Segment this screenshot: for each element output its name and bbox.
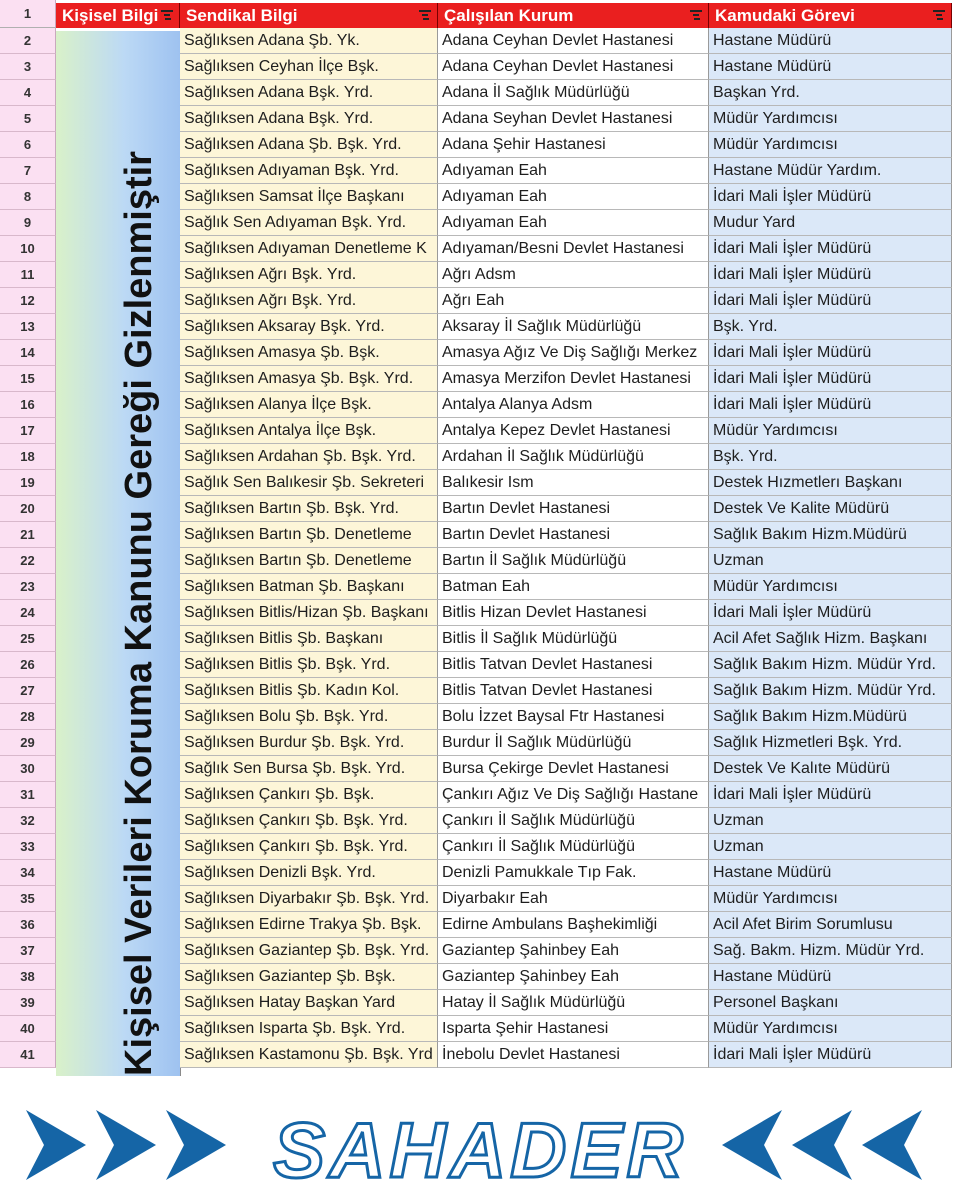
cell-sendikal-bilgi[interactable]: Sağlıksen Ağrı Bşk. Yrd.: [180, 262, 438, 288]
cell-sendikal-bilgi[interactable]: Sağlıksen Çankırı Şb. Bşk. Yrd.: [180, 808, 438, 834]
cell-kamudaki-gorevi[interactable]: İdari Mali İşler Müdürü: [709, 288, 952, 314]
cell-kamudaki-gorevi[interactable]: Hastane Müdürü: [709, 28, 952, 54]
cell-kamudaki-gorevi[interactable]: Müdür Yardımcısı: [709, 418, 952, 444]
cell-kamudaki-gorevi[interactable]: Sağlık Hizmetleri Bşk. Yrd.: [709, 730, 952, 756]
cell-calisilan-kurum[interactable]: Edirne Ambulans Başhekimliği: [438, 912, 709, 938]
row-number[interactable]: 30: [0, 756, 56, 782]
cell-calisilan-kurum[interactable]: Bartın Devlet Hastanesi: [438, 496, 709, 522]
row-number[interactable]: 3: [0, 54, 56, 80]
cell-kamudaki-gorevi[interactable]: Hastane Müdür Yardım.: [709, 158, 952, 184]
column-header-label: Çalışılan Kurum: [444, 6, 574, 25]
table-row: [0, 288, 960, 314]
table-row: [0, 704, 960, 730]
row-number[interactable]: 27: [0, 678, 56, 704]
cell-kamudaki-gorevi[interactable]: İdari Mali İşler Müdürü: [709, 600, 952, 626]
cell-sendikal-bilgi[interactable]: Sağlıksen Isparta Şb. Bşk. Yrd.: [180, 1016, 438, 1042]
cell-calisilan-kurum[interactable]: Isparta Şehir Hastanesi: [438, 1016, 709, 1042]
cell-kamudaki-gorevi[interactable]: Hastane Müdürü: [709, 54, 952, 80]
filter-icon[interactable]: [419, 10, 431, 20]
column-header-gorev[interactable]: [709, 3, 952, 28]
cell-calisilan-kurum[interactable]: Bartın İl Sağlık Müdürlüğü: [438, 548, 709, 574]
cell-calisilan-kurum[interactable]: Çankırı Ağız Ve Diş Sağlığı Hastane: [438, 782, 709, 808]
cell-calisilan-kurum[interactable]: Gaziantep Şahinbey Eah: [438, 964, 709, 990]
table-row: [0, 54, 960, 80]
cell-kamudaki-gorevi[interactable]: Mudur Yard: [709, 210, 952, 236]
privacy-note: Kişisel Verileri Koruma Kanunu Gereği Gizlenmiştir: [118, 151, 160, 1076]
cell-sendikal-bilgi[interactable]: Sağlıksen Adana Bşk. Yrd.: [180, 106, 438, 132]
row-number[interactable]: 37: [0, 938, 56, 964]
cell-calisilan-kurum[interactable]: Burdur İl Sağlık Müdürlüğü: [438, 730, 709, 756]
cell-kamudaki-gorevi[interactable]: İdari Mali İşler Müdürü: [709, 340, 952, 366]
table-row: [0, 548, 960, 574]
row-number[interactable]: 35: [0, 886, 56, 912]
row-number[interactable]: 9: [0, 210, 56, 236]
cell-calisilan-kurum[interactable]: Bartın Devlet Hastanesi: [438, 522, 709, 548]
row-number[interactable]: 6: [0, 132, 56, 158]
row-number[interactable]: 25: [0, 626, 56, 652]
cell-calisilan-kurum[interactable]: Amasya Ağız Ve Diş Sağlığı Merkez: [438, 340, 709, 366]
cell-calisilan-kurum[interactable]: Batman Eah: [438, 574, 709, 600]
header-row: [0, 0, 960, 28]
cell-calisilan-kurum[interactable]: Antalya Alanya Adsm: [438, 392, 709, 418]
cell-calisilan-kurum[interactable]: İnebolu Devlet Hastanesi: [438, 1042, 709, 1068]
table-row: [0, 834, 960, 860]
cell-sendikal-bilgi[interactable]: Sağlık Sen Balıkesir Şb. Sekreteri: [180, 470, 438, 496]
table-row: [0, 756, 960, 782]
cell-calisilan-kurum[interactable]: Ağrı Adsm: [438, 262, 709, 288]
table-row: [0, 184, 960, 210]
cell-sendikal-bilgi[interactable]: Sağlıksen Bartın Şb. Denetleme: [180, 522, 438, 548]
brand-logo-text: SAHADER: [273, 1106, 687, 1194]
cell-kamudaki-gorevi[interactable]: Acil Afet Sağlık Hizm. Başkanı: [709, 626, 952, 652]
cell-calisilan-kurum[interactable]: Çankırı İl Sağlık Müdürlüğü: [438, 808, 709, 834]
table-row: [0, 236, 960, 262]
cell-sendikal-bilgi[interactable]: Sağlıksen Denizli Bşk. Yrd.: [180, 860, 438, 886]
cell-kamudaki-gorevi[interactable]: Başkan Yrd.: [709, 80, 952, 106]
cell-calisilan-kurum[interactable]: Adıyaman/Besni Devlet Hastanesi: [438, 236, 709, 262]
cell-kamudaki-gorevi[interactable]: Destek Ve Kalıte Müdürü: [709, 756, 952, 782]
cell-sendikal-bilgi[interactable]: Sağlıksen Ardahan Şb. Bşk. Yrd.: [180, 444, 438, 470]
row-number[interactable]: 36: [0, 912, 56, 938]
cell-sendikal-bilgi[interactable]: Sağlıksen Bolu Şb. Bşk. Yrd.: [180, 704, 438, 730]
cell-kamudaki-gorevi[interactable]: Sağlık Bakım Hizm. Müdür Yrd.: [709, 678, 952, 704]
row-number[interactable]: 33: [0, 834, 56, 860]
cell-sendikal-bilgi[interactable]: Sağlıksen Bitlis Şb. Kadın Kol.: [180, 678, 438, 704]
row-number[interactable]: 12: [0, 288, 56, 314]
cell-sendikal-bilgi[interactable]: Sağlıksen Gaziantep Şb. Bşk.: [180, 964, 438, 990]
cell-sendikal-bilgi[interactable]: Sağlıksen Aksaray Bşk. Yrd.: [180, 314, 438, 340]
table-row: [0, 444, 960, 470]
table-row: [0, 366, 960, 392]
cell-sendikal-bilgi[interactable]: Sağlıksen Adana Bşk. Yrd.: [180, 80, 438, 106]
cell-sendikal-bilgi[interactable]: Sağlıksen Bartın Şb. Denetleme: [180, 548, 438, 574]
cell-calisilan-kurum[interactable]: Denizli Pamukkale Tıp Fak.: [438, 860, 709, 886]
table-row: [0, 314, 960, 340]
cell-calisilan-kurum[interactable]: Ağrı Eah: [438, 288, 709, 314]
row-number[interactable]: 28: [0, 704, 56, 730]
table-row: [0, 678, 960, 704]
table-row: [0, 990, 960, 1016]
cell-kamudaki-gorevi[interactable]: İdari Mali İşler Müdürü: [709, 1042, 952, 1068]
table-row: [0, 886, 960, 912]
row-number[interactable]: 39: [0, 990, 56, 1016]
cell-calisilan-kurum[interactable]: Diyarbakır Eah: [438, 886, 709, 912]
cell-kamudaki-gorevi[interactable]: Müdür Yardımcısı: [709, 132, 952, 158]
cell-sendikal-bilgi[interactable]: Sağlıksen Adıyaman Bşk. Yrd.: [180, 158, 438, 184]
cell-calisilan-kurum[interactable]: Bursa Çekirge Devlet Hastanesi: [438, 756, 709, 782]
cell-kamudaki-gorevi[interactable]: Hastane Müdürü: [709, 860, 952, 886]
cell-kamudaki-gorevi[interactable]: Destek Ve Kalite Müdürü: [709, 496, 952, 522]
chevron-right-icon: [26, 1110, 226, 1180]
row-number[interactable]: 41: [0, 1042, 56, 1068]
table-row: [0, 1016, 960, 1042]
cell-kamudaki-gorevi[interactable]: Sağlık Bakım Hizm.Müdürü: [709, 704, 952, 730]
cell-calisilan-kurum[interactable]: Adıyaman Eah: [438, 210, 709, 236]
cell-calisilan-kurum[interactable]: Çankırı İl Sağlık Müdürlüğü: [438, 834, 709, 860]
row-number[interactable]: 15: [0, 366, 56, 392]
cell-sendikal-bilgi[interactable]: Sağlıksen Adana Şb. Yk.: [180, 28, 438, 54]
row-number[interactable]: 19: [0, 470, 56, 496]
cell-kamudaki-gorevi[interactable]: İdari Mali İşler Müdürü: [709, 366, 952, 392]
column-header-label: Kişisel Bilgi: [62, 6, 159, 25]
table-row: [0, 808, 960, 834]
column-header-label: Kamudaki Görevi: [715, 6, 855, 25]
cell-kamudaki-gorevi[interactable]: İdari Mali İşler Müdürü: [709, 184, 952, 210]
row-number[interactable]: 23: [0, 574, 56, 600]
cell-sendikal-bilgi[interactable]: Sağlıksen Diyarbakır Şb. Bşk. Yrd.: [180, 886, 438, 912]
cell-kamudaki-gorevi[interactable]: Uzman: [709, 548, 952, 574]
column-header-label: Sendikal Bilgi: [186, 6, 298, 25]
cell-kamudaki-gorevi[interactable]: Destek Hızmetlerı Başkanı: [709, 470, 952, 496]
cell-sendikal-bilgi[interactable]: Sağlıksen Çankırı Şb. Bşk. Yrd.: [180, 834, 438, 860]
cell-calisilan-kurum[interactable]: Aksaray İl Sağlık Müdürlüğü: [438, 314, 709, 340]
cell-calisilan-kurum[interactable]: Adana Seyhan Devlet Hastanesi: [438, 106, 709, 132]
cell-kamudaki-gorevi[interactable]: İdari Mali İşler Müdürü: [709, 262, 952, 288]
cell-sendikal-bilgi[interactable]: Sağlıksen Burdur Şb. Bşk. Yrd.: [180, 730, 438, 756]
cell-kamudaki-gorevi[interactable]: Personel Başkanı: [709, 990, 952, 1016]
filter-icon[interactable]: [690, 10, 702, 20]
table-row: [0, 132, 960, 158]
cell-calisilan-kurum[interactable]: Bitlis İl Sağlık Müdürlüğü: [438, 626, 709, 652]
cell-calisilan-kurum[interactable]: Adana Şehir Hastanesi: [438, 132, 709, 158]
table-row: [0, 1042, 960, 1068]
cell-calisilan-kurum[interactable]: Bitlis Tatvan Devlet Hastanesi: [438, 678, 709, 704]
cell-sendikal-bilgi[interactable]: Sağlıksen Hatay Başkan Yard: [180, 990, 438, 1016]
cell-calisilan-kurum[interactable]: Adana Ceyhan Devlet Hastanesi: [438, 54, 709, 80]
cell-sendikal-bilgi[interactable]: Sağlık Sen Bursa Şb. Bşk. Yrd.: [180, 756, 438, 782]
table-row: [0, 392, 960, 418]
cell-calisilan-kurum[interactable]: Amasya Merzifon Devlet Hastanesi: [438, 366, 709, 392]
table-row: [0, 964, 960, 990]
row-number[interactable]: 17: [0, 418, 56, 444]
cell-calisilan-kurum[interactable]: Hatay İl Sağlık Müdürlüğü: [438, 990, 709, 1016]
cell-kamudaki-gorevi[interactable]: İdari Mali İşler Müdürü: [709, 782, 952, 808]
table-row: [0, 210, 960, 236]
cell-calisilan-kurum[interactable]: Balıkesir Ism: [438, 470, 709, 496]
row-number[interactable]: 8: [0, 184, 56, 210]
cell-kamudaki-gorevi[interactable]: Müdür Yardımcısı: [709, 1016, 952, 1042]
row-number[interactable]: 5: [0, 106, 56, 132]
table-row: [0, 418, 960, 444]
row-number[interactable]: 18: [0, 444, 56, 470]
table-row: [0, 340, 960, 366]
row-number[interactable]: 11: [0, 262, 56, 288]
row-number[interactable]: 38: [0, 964, 56, 990]
table-row: [0, 80, 960, 106]
row-number[interactable]: 21: [0, 522, 56, 548]
cell-calisilan-kurum[interactable]: Antalya Kepez Devlet Hastanesi: [438, 418, 709, 444]
cell-sendikal-bilgi[interactable]: Sağlıksen Amasya Şb. Bşk. Yrd.: [180, 366, 438, 392]
row-number[interactable]: 34: [0, 860, 56, 886]
cell-kamudaki-gorevi[interactable]: İdari Mali İşler Müdürü: [709, 392, 952, 418]
cell-kamudaki-gorevi[interactable]: İdari Mali İşler Müdürü: [709, 236, 952, 262]
table-row: [0, 782, 960, 808]
table-row: [0, 574, 960, 600]
cell-kamudaki-gorevi[interactable]: Bşk. Yrd.: [709, 444, 952, 470]
cell-calisilan-kurum[interactable]: Adıyaman Eah: [438, 184, 709, 210]
cell-sendikal-bilgi[interactable]: Sağlıksen Bitlis/Hizan Şb. Başkanı: [180, 600, 438, 626]
table-row: [0, 938, 960, 964]
cell-sendikal-bilgi[interactable]: Sağlıksen Adana Şb. Bşk. Yrd.: [180, 132, 438, 158]
table-row: [0, 28, 960, 54]
filter-icon[interactable]: [161, 10, 173, 20]
cell-kamudaki-gorevi[interactable]: Acil Afet Birim Sorumlusu: [709, 912, 952, 938]
table-row: [0, 626, 960, 652]
cell-sendikal-bilgi[interactable]: Sağlıksen Adıyaman Denetleme K: [180, 236, 438, 262]
cell-sendikal-bilgi[interactable]: Sağlıksen Bitlis Şb. Bşk. Yrd.: [180, 652, 438, 678]
cell-kamudaki-gorevi[interactable]: Sağlık Bakım Hizm. Müdür Yrd.: [709, 652, 952, 678]
cell-kamudaki-gorevi[interactable]: Sağlık Bakım Hizm.Müdürü: [709, 522, 952, 548]
row-number[interactable]: 1: [0, 0, 56, 28]
cell-sendikal-bilgi[interactable]: Sağlıksen Samsat İlçe Başkanı: [180, 184, 438, 210]
table-row: [0, 106, 960, 132]
cell-kamudaki-gorevi[interactable]: Hastane Müdürü: [709, 964, 952, 990]
cell-kamudaki-gorevi[interactable]: Uzman: [709, 834, 952, 860]
cell-kamudaki-gorevi[interactable]: Müdür Yardımcısı: [709, 886, 952, 912]
cell-calisilan-kurum[interactable]: Bolu İzzet Baysal Ftr Hastanesi: [438, 704, 709, 730]
cell-sendikal-bilgi[interactable]: Sağlıksen Edirne Trakya Şb. Bşk.: [180, 912, 438, 938]
table-row: [0, 496, 960, 522]
row-number[interactable]: 16: [0, 392, 56, 418]
row-number[interactable]: 20: [0, 496, 56, 522]
cell-sendikal-bilgi[interactable]: Sağlıksen Bartın Şb. Bşk. Yrd.: [180, 496, 438, 522]
cell-sendikal-bilgi[interactable]: Sağlıksen Kastamonu Şb. Bşk. Yrd: [180, 1042, 438, 1068]
table-row: [0, 652, 960, 678]
cell-sendikal-bilgi[interactable]: Sağlıksen Bitlis Şb. Başkanı: [180, 626, 438, 652]
column-header-kurum[interactable]: [438, 3, 709, 28]
cell-sendikal-bilgi[interactable]: Sağlıksen Ağrı Bşk. Yrd.: [180, 288, 438, 314]
table-row: [0, 860, 960, 886]
cell-calisilan-kurum[interactable]: Gaziantep Şahinbey Eah: [438, 938, 709, 964]
table-row: [0, 262, 960, 288]
cell-sendikal-bilgi[interactable]: Sağlıksen Batman Şb. Başkanı: [180, 574, 438, 600]
table-row: [0, 158, 960, 184]
row-number[interactable]: 7: [0, 158, 56, 184]
row-number[interactable]: 24: [0, 600, 56, 626]
row-number[interactable]: 26: [0, 652, 56, 678]
cell-sendikal-bilgi[interactable]: Sağlıksen Gaziantep Şb. Bşk. Yrd.: [180, 938, 438, 964]
row-number[interactable]: 29: [0, 730, 56, 756]
cell-kamudaki-gorevi[interactable]: Sağ. Bakm. Hizm. Müdür Yrd.: [709, 938, 952, 964]
table-row: [0, 470, 960, 496]
chevron-left-icon: [722, 1110, 922, 1180]
cell-kamudaki-gorevi[interactable]: Müdür Yardımcısı: [709, 574, 952, 600]
table-row: [0, 730, 960, 756]
cell-sendikal-bilgi[interactable]: Sağlıksen Amasya Şb. Bşk.: [180, 340, 438, 366]
cell-kamudaki-gorevi[interactable]: Bşk. Yrd.: [709, 314, 952, 340]
row-number[interactable]: 22: [0, 548, 56, 574]
cell-calisilan-kurum[interactable]: Adana İl Sağlık Müdürlüğü: [438, 80, 709, 106]
table-row: [0, 600, 960, 626]
cell-sendikal-bilgi[interactable]: Sağlık Sen Adıyaman Bşk. Yrd.: [180, 210, 438, 236]
row-number[interactable]: 10: [0, 236, 56, 262]
row-number[interactable]: 40: [0, 1016, 56, 1042]
cell-sendikal-bilgi[interactable]: Sağlıksen Ceyhan İlçe Bşk.: [180, 54, 438, 80]
filter-icon[interactable]: [933, 10, 945, 20]
table-row: [0, 522, 960, 548]
column-header-sendikal[interactable]: [180, 3, 438, 28]
row-number[interactable]: 32: [0, 808, 56, 834]
cell-kamudaki-gorevi[interactable]: Uzman: [709, 808, 952, 834]
cell-sendikal-bilgi[interactable]: Sağlıksen Alanya İlçe Bşk.: [180, 392, 438, 418]
cell-calisilan-kurum[interactable]: Adıyaman Eah: [438, 158, 709, 184]
cell-calisilan-kurum[interactable]: Adana Ceyhan Devlet Hastanesi: [438, 28, 709, 54]
table-row: [0, 912, 960, 938]
cell-calisilan-kurum[interactable]: Bitlis Tatvan Devlet Hastanesi: [438, 652, 709, 678]
cell-kamudaki-gorevi[interactable]: Müdür Yardımcısı: [709, 106, 952, 132]
cell-calisilan-kurum[interactable]: Ardahan İl Sağlık Müdürlüğü: [438, 444, 709, 470]
row-number[interactable]: 2: [0, 28, 56, 54]
row-number[interactable]: 14: [0, 340, 56, 366]
column-header-kisisel[interactable]: [56, 3, 180, 28]
row-number[interactable]: 13: [0, 314, 56, 340]
cell-sendikal-bilgi[interactable]: Sağlıksen Çankırı Şb. Bşk.: [180, 782, 438, 808]
row-number[interactable]: 4: [0, 80, 56, 106]
row-number[interactable]: 31: [0, 782, 56, 808]
cell-sendikal-bilgi[interactable]: Sağlıksen Antalya İlçe Bşk.: [180, 418, 438, 444]
cell-calisilan-kurum[interactable]: Bitlis Hizan Devlet Hastanesi: [438, 600, 709, 626]
